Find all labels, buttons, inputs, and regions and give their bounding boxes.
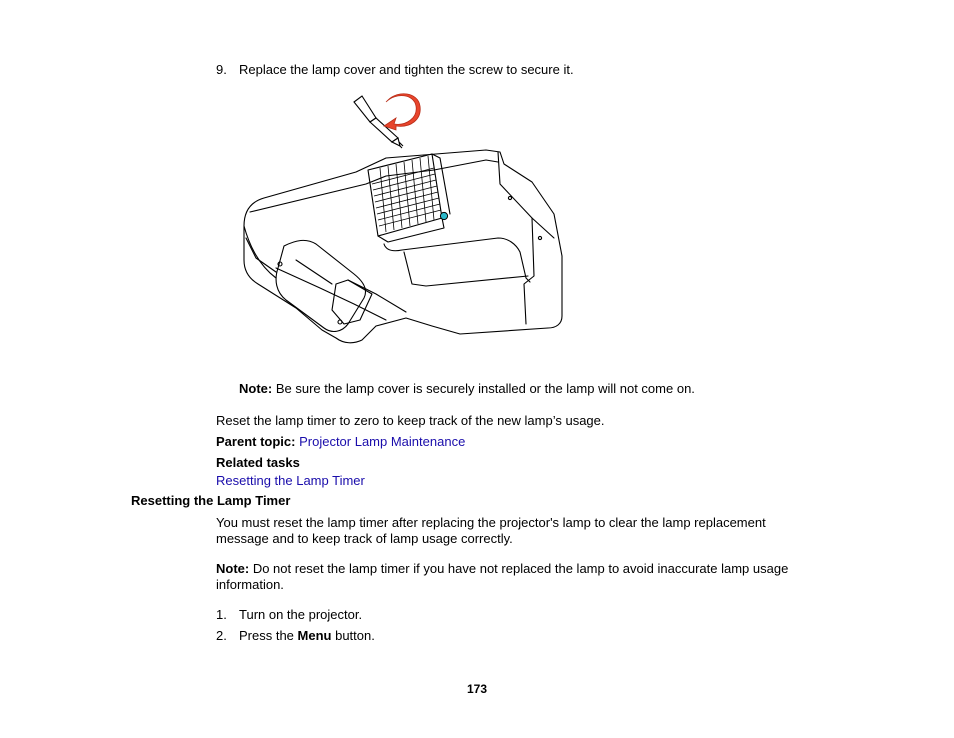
menu-button-name: Menu bbox=[297, 628, 332, 643]
screw-icon bbox=[440, 212, 447, 219]
step-2 bbox=[216, 628, 375, 644]
projector-lamp-cover-illustration bbox=[236, 88, 568, 350]
related-task-link[interactable]: Resetting the Lamp Timer bbox=[216, 473, 365, 488]
parent-topic bbox=[216, 434, 465, 450]
note-label: Note: bbox=[239, 381, 273, 396]
note-text-line-2: information. bbox=[216, 577, 284, 592]
page-number: 173 bbox=[467, 682, 488, 696]
step-9 bbox=[216, 62, 574, 78]
step-1 bbox=[216, 607, 362, 623]
screwdriver-icon bbox=[354, 96, 403, 148]
parent-topic-link[interactable]: Projector Lamp Maintenance bbox=[299, 434, 466, 449]
reset-paragraph: Reset the lamp timer to zero to keep track of the new lamp’s usage. bbox=[216, 413, 605, 428]
note-lamp-cover bbox=[239, 381, 695, 397]
section-heading: Resetting the Lamp Timer bbox=[131, 493, 291, 508]
intro-line-2: message and to keep track of lamp usage correctly. bbox=[216, 531, 513, 546]
projector-body bbox=[244, 150, 562, 343]
intro-line-1: You must reset the lamp timer after replacing the projector's lamp to clear the lamp replacement bbox=[216, 515, 766, 530]
related-tasks-label: Related tasks bbox=[216, 455, 300, 470]
step-text-post: button. bbox=[331, 628, 375, 643]
step-number: 1. bbox=[216, 607, 227, 622]
note-text: Be sure the lamp cover is securely installed or the lamp will not come on. bbox=[272, 381, 695, 396]
parent-topic-label: Parent topic: bbox=[216, 434, 296, 449]
lens-housing bbox=[276, 240, 365, 331]
step-text: Turn on the projector. bbox=[239, 607, 363, 622]
step-number: 9. bbox=[216, 62, 227, 77]
rotate-arrow-icon bbox=[384, 94, 420, 130]
note-text-line-1: Do not reset the lamp timer if you have not replaced the lamp to avoid inaccurate lamp usage bbox=[249, 561, 789, 576]
intro-paragraph bbox=[216, 515, 766, 547]
step-text-pre: Press the bbox=[239, 628, 298, 643]
note-do-not-reset bbox=[216, 561, 788, 593]
note-label: Note: bbox=[216, 561, 250, 576]
step-text: Replace the lamp cover and tighten the screw to secure it. bbox=[239, 62, 574, 77]
step-number: 2. bbox=[216, 628, 227, 643]
